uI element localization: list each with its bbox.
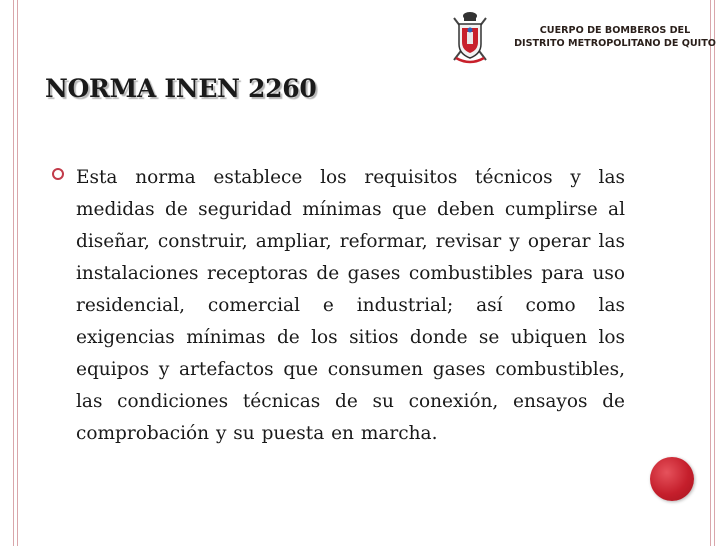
bullet-circle-icon — [52, 168, 64, 180]
frame-line-right — [714, 0, 715, 546]
organization-name-line2: DISTRITO METROPOLITANO DE QUITO — [514, 38, 716, 49]
bullet-text: Esta norma establece los requisitos técnicos y las medidas de seguridad mínimas que deben cumplirse al diseñar, construir, ampliar, reformar, revisar y operar las instalaciones receptoras de gases combustibles para uso residencial, comercial e industrial; así como las exigencias mínimas de los sitios donde se ubiquen los equipos y artefactos que consumen gases combustibles, las condiciones técnicas de su conexión, ensayos de comprobación y su puesta en marcha. — [76, 167, 625, 444]
organization-name-line1: CUERPO DE BOMBEROS DEL — [539, 25, 691, 36]
decorative-red-circle — [650, 457, 694, 501]
frame-line-left — [13, 0, 14, 546]
frame-line-left-inner — [17, 0, 18, 546]
organization-logo — [450, 8, 720, 70]
fire-department-crest-icon — [450, 8, 508, 70]
slide-title: NORMA INEN 2260 — [45, 74, 317, 103]
frame-line-right-inner — [710, 0, 711, 546]
organization-name — [510, 24, 720, 50]
